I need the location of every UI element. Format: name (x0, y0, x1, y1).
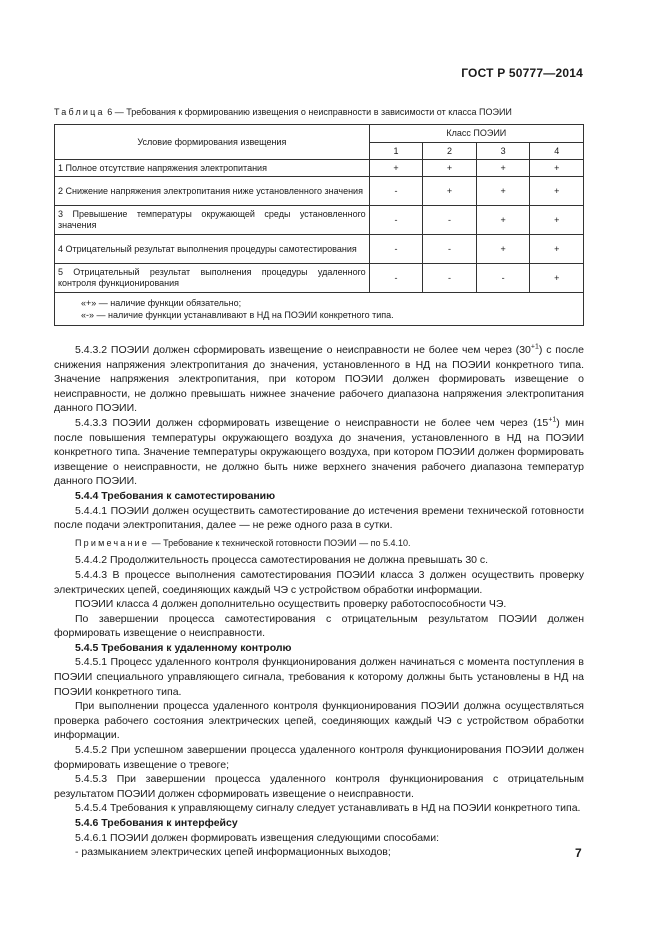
table-row (55, 160, 584, 177)
paragraph-5-4-4-3: 5.4.4.3 В процессе выполнения самотестирования ПОЭИИ класса 3 должен осуществить проверку электрических цепей, соединяющих каждый ЧЭ с устройством обработки информации. (54, 568, 584, 596)
heading-5-4-4: 5.4.4 Требования к самотестированию (75, 489, 276, 502)
value-cell: + (423, 160, 477, 177)
condition-cell: 2 Снижение напряжения электропитания ниже установленного значения (55, 177, 370, 206)
value-cell: - (369, 177, 423, 206)
table-caption-number: 6 (107, 107, 113, 117)
requirements-table (54, 124, 584, 326)
paragraph-5-4-3-3 (54, 416, 584, 489)
superscript: +1 (548, 416, 557, 424)
table-row (55, 264, 584, 293)
list-item: - размыканием электрических цепей информационных выходов; (75, 846, 391, 859)
paragraph-text: 5.4.3.3 ПОЭИИ должен сформировать извещение о неисправности не более чем через (15 (75, 416, 549, 429)
table-caption-text: — Требования к формированию извещения о неисправности в зависимости от класса ПОЭИИ (114, 107, 512, 117)
value-cell: - (423, 206, 477, 235)
value-cell: + (530, 235, 584, 264)
table-legend (55, 293, 584, 326)
class-number: 2 (423, 143, 477, 160)
table-row (55, 177, 584, 206)
paragraph-text: ) мин после повышения температуры окружающего воздуха до значения, установленного в НД на ПОЭИИ конкретного типа. Значение температуры окружающего воздуха, при котором ПОЭИИ должен формировать извещение о неисправности, не должно быть ниже верхнего значения рабочего диапазона температур данного ПОЭИИ. (54, 416, 585, 488)
value-cell: + (476, 206, 530, 235)
paragraph-5-4-5-4: 5.4.5.4 Требования к управляющему сигналу следует устанавливать в НД на ПОЭИИ конкретного типа. (75, 802, 581, 815)
value-cell: + (423, 177, 477, 206)
value-cell: - (369, 235, 423, 264)
class-number: 3 (476, 143, 530, 160)
note-word: Примечание (75, 537, 150, 548)
heading-5-4-5: 5.4.5 Требования к удаленному контролю (75, 641, 292, 654)
paragraph-5-4-3-2 (54, 343, 584, 416)
condition-cell: 5 Отрицательный результат выполнения процедуры удаленного контроля функционирования (55, 264, 370, 293)
document-code: ГОСТ Р 50777—2014 (461, 66, 583, 80)
paragraph-text: 5.4.3.2 ПОЭИИ должен сформировать извещение о неисправности не более чем через (30 (75, 344, 531, 356)
value-cell: + (476, 160, 530, 177)
value-cell: - (423, 235, 477, 264)
value-cell: - (369, 264, 423, 293)
value-cell: - (369, 206, 423, 235)
condition-cell: 4 Отрицательный результат выполнения процедуры самотестирования (55, 235, 370, 264)
table-caption (54, 107, 584, 117)
paragraph-5-4-5-1: 5.4.5.1 Процесс удаленного контроля функционирования должен начинаться с момента поступления в ПОЭИИ специального управляющего сигнала, требования к которому должны быть установлены в НД на ПОЭИИ конкретного типа. (54, 656, 584, 698)
page-number: 7 (575, 846, 582, 860)
table-caption-word: Таблица (54, 107, 105, 117)
legend-plus: «+» — наличие функции обязательно; (81, 298, 242, 308)
paragraph-5-4-6-1: 5.4.6.1 ПОЭИИ должен формировать извещения следующими способами: (75, 831, 440, 844)
paragraph-5-4-5-3: 5.4.5.3 При завершении процесса удаленного контроля функционирования с отрицательным результатом ПОЭИИ должен сформировать извещение о неисправности. (54, 773, 584, 800)
value-cell: - (476, 264, 530, 293)
condition-cell: 3 Превышение температуры окружающей среды установленного значения (55, 206, 370, 235)
col-class-header: Класс ПОЭИИ (369, 125, 583, 143)
paragraph-text: ) с после снижения напряжения электропитания до значения, установленного в НД на ПОЭИИ конкретного типа. Значение напряжения электропитания, при котором ПОЭИИ должен формировать извещение о неисправности, не должно превышать нижнее значение рабочего диапазона напряжения электропитания данного ПОЭИИ. (54, 344, 585, 415)
legend-minus: «-» — наличие функции устанавливают в НД на ПОЭИИ конкретного типа. (81, 310, 394, 320)
class-number: 4 (530, 143, 584, 160)
class-number: 1 (369, 143, 423, 160)
superscript: +1 (530, 343, 539, 351)
condition-cell: 1 Полное отсутствие напряжения электропитания (55, 160, 370, 177)
value-cell: + (476, 235, 530, 264)
value-cell: + (369, 160, 423, 177)
value-cell: - (423, 264, 477, 293)
note-text: — Требование к технической готовности ПОЭИИ — по 5.4.10. (151, 537, 411, 548)
col-condition-header: Условие формирования извещения (55, 125, 370, 160)
note (54, 536, 584, 551)
paragraph-after-selftest: По завершении процесса самотестирования с отрицательным результатом ПОЭИИ должен формировать извещение о неисправности. (54, 612, 584, 640)
heading-5-4-6: 5.4.6 Требования к интерфейсу (75, 817, 238, 829)
paragraph-5-4-4-2: 5.4.4.2 Продолжительность процесса самотестирования не должна превышать 30 с. (75, 554, 489, 567)
paragraph-remote-check: При выполнении процесса удаленного контроля функционирования ПОЭИИ должна осуществляться проверка рабочего состояния электрических цепей, соединяющих каждый ЧЭ с устройством обработки информации. (54, 700, 584, 742)
value-cell: + (476, 177, 530, 206)
body-text (54, 343, 584, 860)
value-cell: + (530, 177, 584, 206)
table-header-row (55, 125, 584, 143)
paragraph-5-4-4-1: 5.4.4.1 ПОЭИИ должен осуществить самотестирование до истечения времени технической готовности после подачи электропитания, далее — не реже одного раза в сутки. (54, 504, 584, 532)
table-row (55, 235, 584, 264)
table-legend-row (55, 293, 584, 326)
paragraph-class-4: ПОЭИИ класса 4 должен дополнительно осуществить проверку работоспособности ЧЭ. (75, 598, 507, 611)
value-cell: + (530, 206, 584, 235)
value-cell: + (530, 264, 584, 293)
paragraph-5-4-5-2: 5.4.5.2 При успешном завершении процесса удаленного контроля функционирования ПОЭИИ должен формировать извещение о тревоге; (54, 744, 584, 771)
table-row (55, 206, 584, 235)
value-cell: + (530, 160, 584, 177)
